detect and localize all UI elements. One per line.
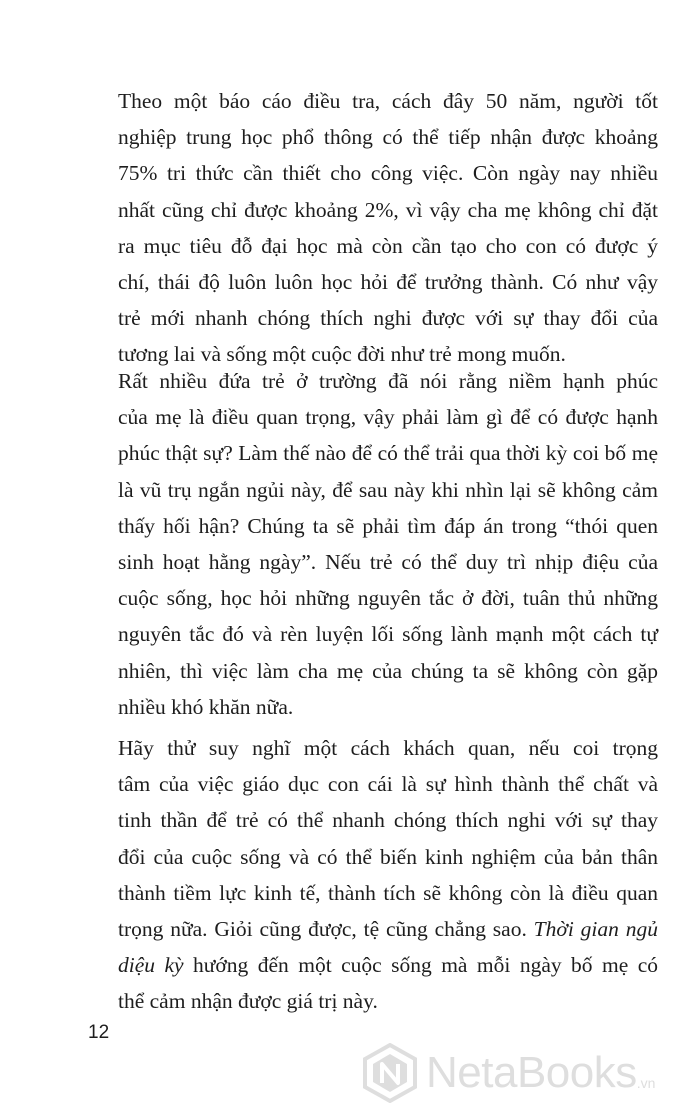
paragraph-line: Rất nhiều đứa trẻ ở trường đã nói rằng niềm hạnh phúc [118,369,658,393]
paragraph-line: nguyên tắc đó và rèn luyện lối sống lành mạnh một cách tự [118,622,658,647]
paragraph-line: nghiệp trung học phổ thông có thể tiếp nhận được khoảng [118,125,658,150]
paragraph-line: tương lai và sống một cuộc đời như trẻ mong muốn. [118,342,566,367]
paragraph-line: thể cảm nhận được giá trị này. [118,989,378,1014]
paragraph-text: hướng đến một cuộc sống mà mỗi ngày bố mẹ có [193,953,659,978]
paragraph-line-with-title [118,947,658,983]
paragraph-line: nhất cũng chỉ được khoảng 2%, vì vậy cha mẹ không chỉ đặt [118,197,658,222]
paragraph-text: trọng nữa. Giỏi cũng được, tệ cũng chẳng sao. [118,917,527,942]
paragraph-line: trẻ mới nhanh chóng thích nghi được với sự thay đổi của [118,306,658,331]
paragraph-line: thấy hối hận? Chúng ta sẽ phải tìm đáp án trong “thói quen [118,513,658,538]
paragraph-line: phúc thật sự? Làm thế nào để có thể trải qua thời kỳ coi bố mẹ [118,441,658,466]
netabooks-logo-icon [362,1043,418,1103]
paragraph-line: của mẹ là điều quan trọng, vậy phải làm gì để có được hạnh [118,405,658,430]
watermark-suffix: .vn [636,1075,656,1091]
paragraph-line: Hãy thử suy nghĩ một cách khách quan, nếu coi trọng [118,736,658,760]
paragraph-3 [118,730,658,1020]
paragraph-line: tâm của việc giáo dục con cái là sự hình thành thể chất và [118,772,658,797]
paragraph-line: thành tiềm lực kinh tế, thành tích sẽ không còn là điều quan [118,880,658,905]
paragraph-line: nhiều khó khăn nữa. [118,694,294,719]
paragraph-line: cuộc sống, học hỏi những nguyên tắc ở đời, tuân thủ những [118,586,658,611]
paragraph-2 [118,363,658,725]
book-title-italic: Thời gian ngủ [533,917,658,942]
paragraph-line: 75% tri thức cần thiết cho công việc. Còn ngày nay nhiều [118,161,658,186]
paragraph-line: chí, thái độ luôn luôn học hỏi để trưởng thành. Có như vậy [118,270,658,295]
paragraph-line: đổi của cuộc sống và có thể biến kinh nghiệm của bản thân [118,844,658,869]
paragraph-line: Theo một báo cáo điều tra, cách đây 50 năm, người tốt [118,89,658,113]
book-title-italic: diệu kỳ [118,953,184,978]
paragraph-line: nhiên, thì việc làm cha mẹ của chúng ta sẽ không còn gặp [118,658,658,683]
paragraph-line-with-title [118,911,658,947]
page-number: 12 [88,1022,110,1043]
watermark-brand: NetaBooks [426,1048,637,1097]
paragraph-line: tinh thần để trẻ có thể nhanh chóng thích nghi với sự thay [118,808,658,833]
watermark [362,1043,692,1103]
paragraph-line: sinh hoạt hằng ngày”. Nếu trẻ có thể duy trì nhịp điệu của [118,550,658,575]
paragraph-line: là vũ trụ ngắn ngủi này, để sau này khi nhìn lại sẽ không cảm [118,477,658,502]
paragraph-1 [118,83,658,373]
paragraph-line: ra mục tiêu đỗ đại học mà còn cần tạo cho con có được ý [118,233,658,258]
